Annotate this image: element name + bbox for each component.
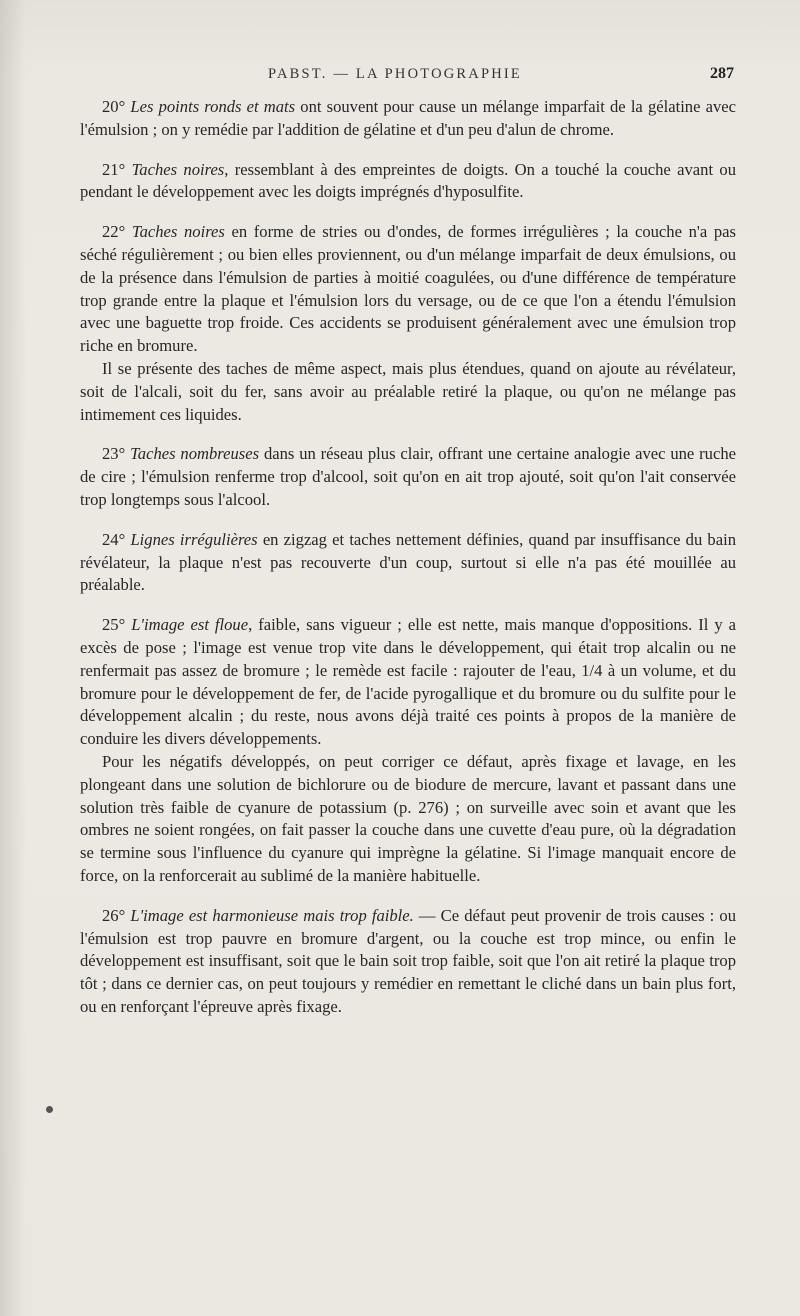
item-title: L'image est floue [131,615,249,635]
margin-dot-mark [46,1106,53,1113]
paragraph-21 [80,159,736,205]
item-title: Lignes irrégulières [130,529,258,549]
item-number: 24° [102,529,126,549]
page-gutter-shadow [0,0,26,1316]
paragraph-22-continued [80,358,736,426]
paragraph-23 [80,443,736,511]
item-number: 26° [102,905,126,925]
item-text: , faible, sans vigueur ; elle est nette, mais manque d'oppositions. Il y a excès de pose ; l'image est venue trop vite dans le développement, qui était trop alcalin ou ne renfermait pas assez de bromure ; le remède est facile : rajouter de l'eau, 1/4 à un volume, et du bromure pour le développement de fer, de l'acide pyrogallique et du bromure ou du sulfite pour le développement alcalin ; du reste, nous avons déjà traité ces points à propos de la manière de conduire les divers développements. [80,615,736,749]
paragraph-26 [80,905,736,1019]
paragraph-22 [80,221,736,358]
item-text: Il se présente des taches de même aspect, mais plus étendues, quand on ajoute au révélateur, soit de l'alcali, soit du fer, sans avoir au préalable retiré la plaque, ou qu'on ne mélange pas intimement ces liquides. [80,358,736,424]
item-text: en forme de stries ou d'ondes, de formes irrégulières ; la couche n'a pas séché régulièrement ; ou bien elles proviennent, ou d'un mélange imparfait de deux émulsions, ou de la présence dans l'émulsion de parties à moitié coagulées, ou d'une différence de température trop grande entre la plaque et l'émulsion lors du versage, ou de ce que l'on a étendu l'émulsion avec une baguette trop froide. Ces accidents se produisent généralement avec une émulsion trop riche en bromure. [80,222,736,356]
body-text [80,96,736,1019]
running-title: PABST. — LA PHOTOGRAPHIE [268,66,522,82]
item-title: Taches noires [131,159,225,179]
paragraph-20 [80,96,736,142]
item-title: L'image est harmonieuse mais trop faible. [130,905,414,925]
item-number: 25° [102,615,126,635]
paragraph-25-continued [80,751,736,888]
item-text: , ressemblant à des empreintes de doigts. On a touché la couche avant ou pendant le développement avec les doigts imprégnés d'hyposulfite. [80,159,736,202]
paragraph-24 [80,529,736,597]
item-number: 23° [102,444,126,464]
item-number: 21° [102,159,126,179]
item-title: Taches nombreuses [130,444,260,464]
paragraph-25 [80,614,736,751]
item-text: dans un réseau plus clair, offrant une certaine analogie avec une ruche de cire ; l'émulsion renferme trop d'alcool, soit qu'on en ait trop ajouté, soit qu'on l'ait conservée trop longtemps sous l'alcool. [80,444,736,509]
item-text: ont souvent pour cause un mélange imparfait de la gélatine avec l'émulsion ; on y remédie par l'addition de gélatine et d'un peu d'alun de chrome. [80,97,737,139]
running-head [60,65,734,86]
page-number: 287 [710,65,734,82]
item-text: Pour les négatifs développés, on peut corriger ce défaut, après fixage et lavage, en les plongeant dans une solution de bichlorure ou de biodure de mercure, lavant et passant dans une solution très faible de cyanure de potassium (p. 276) ; on surveille avec soin et avant que les ombres ne soient rongées, on fait passer la couche dans une cuvette d'eau pure, où la dégradation se termine sous l'influence du cyanure qui imprègne la gélatine. Si l'image manquait encore de force, on la renforcerait au sublimé de la manière habituelle. [80,751,736,885]
item-number: 20° [102,97,126,116]
item-text: en zigzag et taches nettement définies, quand par insuffisance du bain révélateur, la plaque n'est pas recouverte d'un coup, surtout si elle n'a pas été mouillée au préalable. [80,529,736,595]
item-title: Les points ronds et mats [130,97,296,116]
item-number: 22° [102,222,126,242]
item-title: Taches noires [131,222,225,242]
item-text: — Ce défaut peut provenir de trois causes : ou l'émulsion est trop pauvre en bromure d'argent, ou la couche est trop mince, ou enfin le développement est insuffisant, soit que le bain soit trop faible, soit que l'on ait retiré la plaque trop tôt ; dans ce dernier cas, on peut toujours y remédier en remettant le cliché dans un bain plus fort, ou en renforçant l'épreuve après fixage. [80,905,736,1016]
